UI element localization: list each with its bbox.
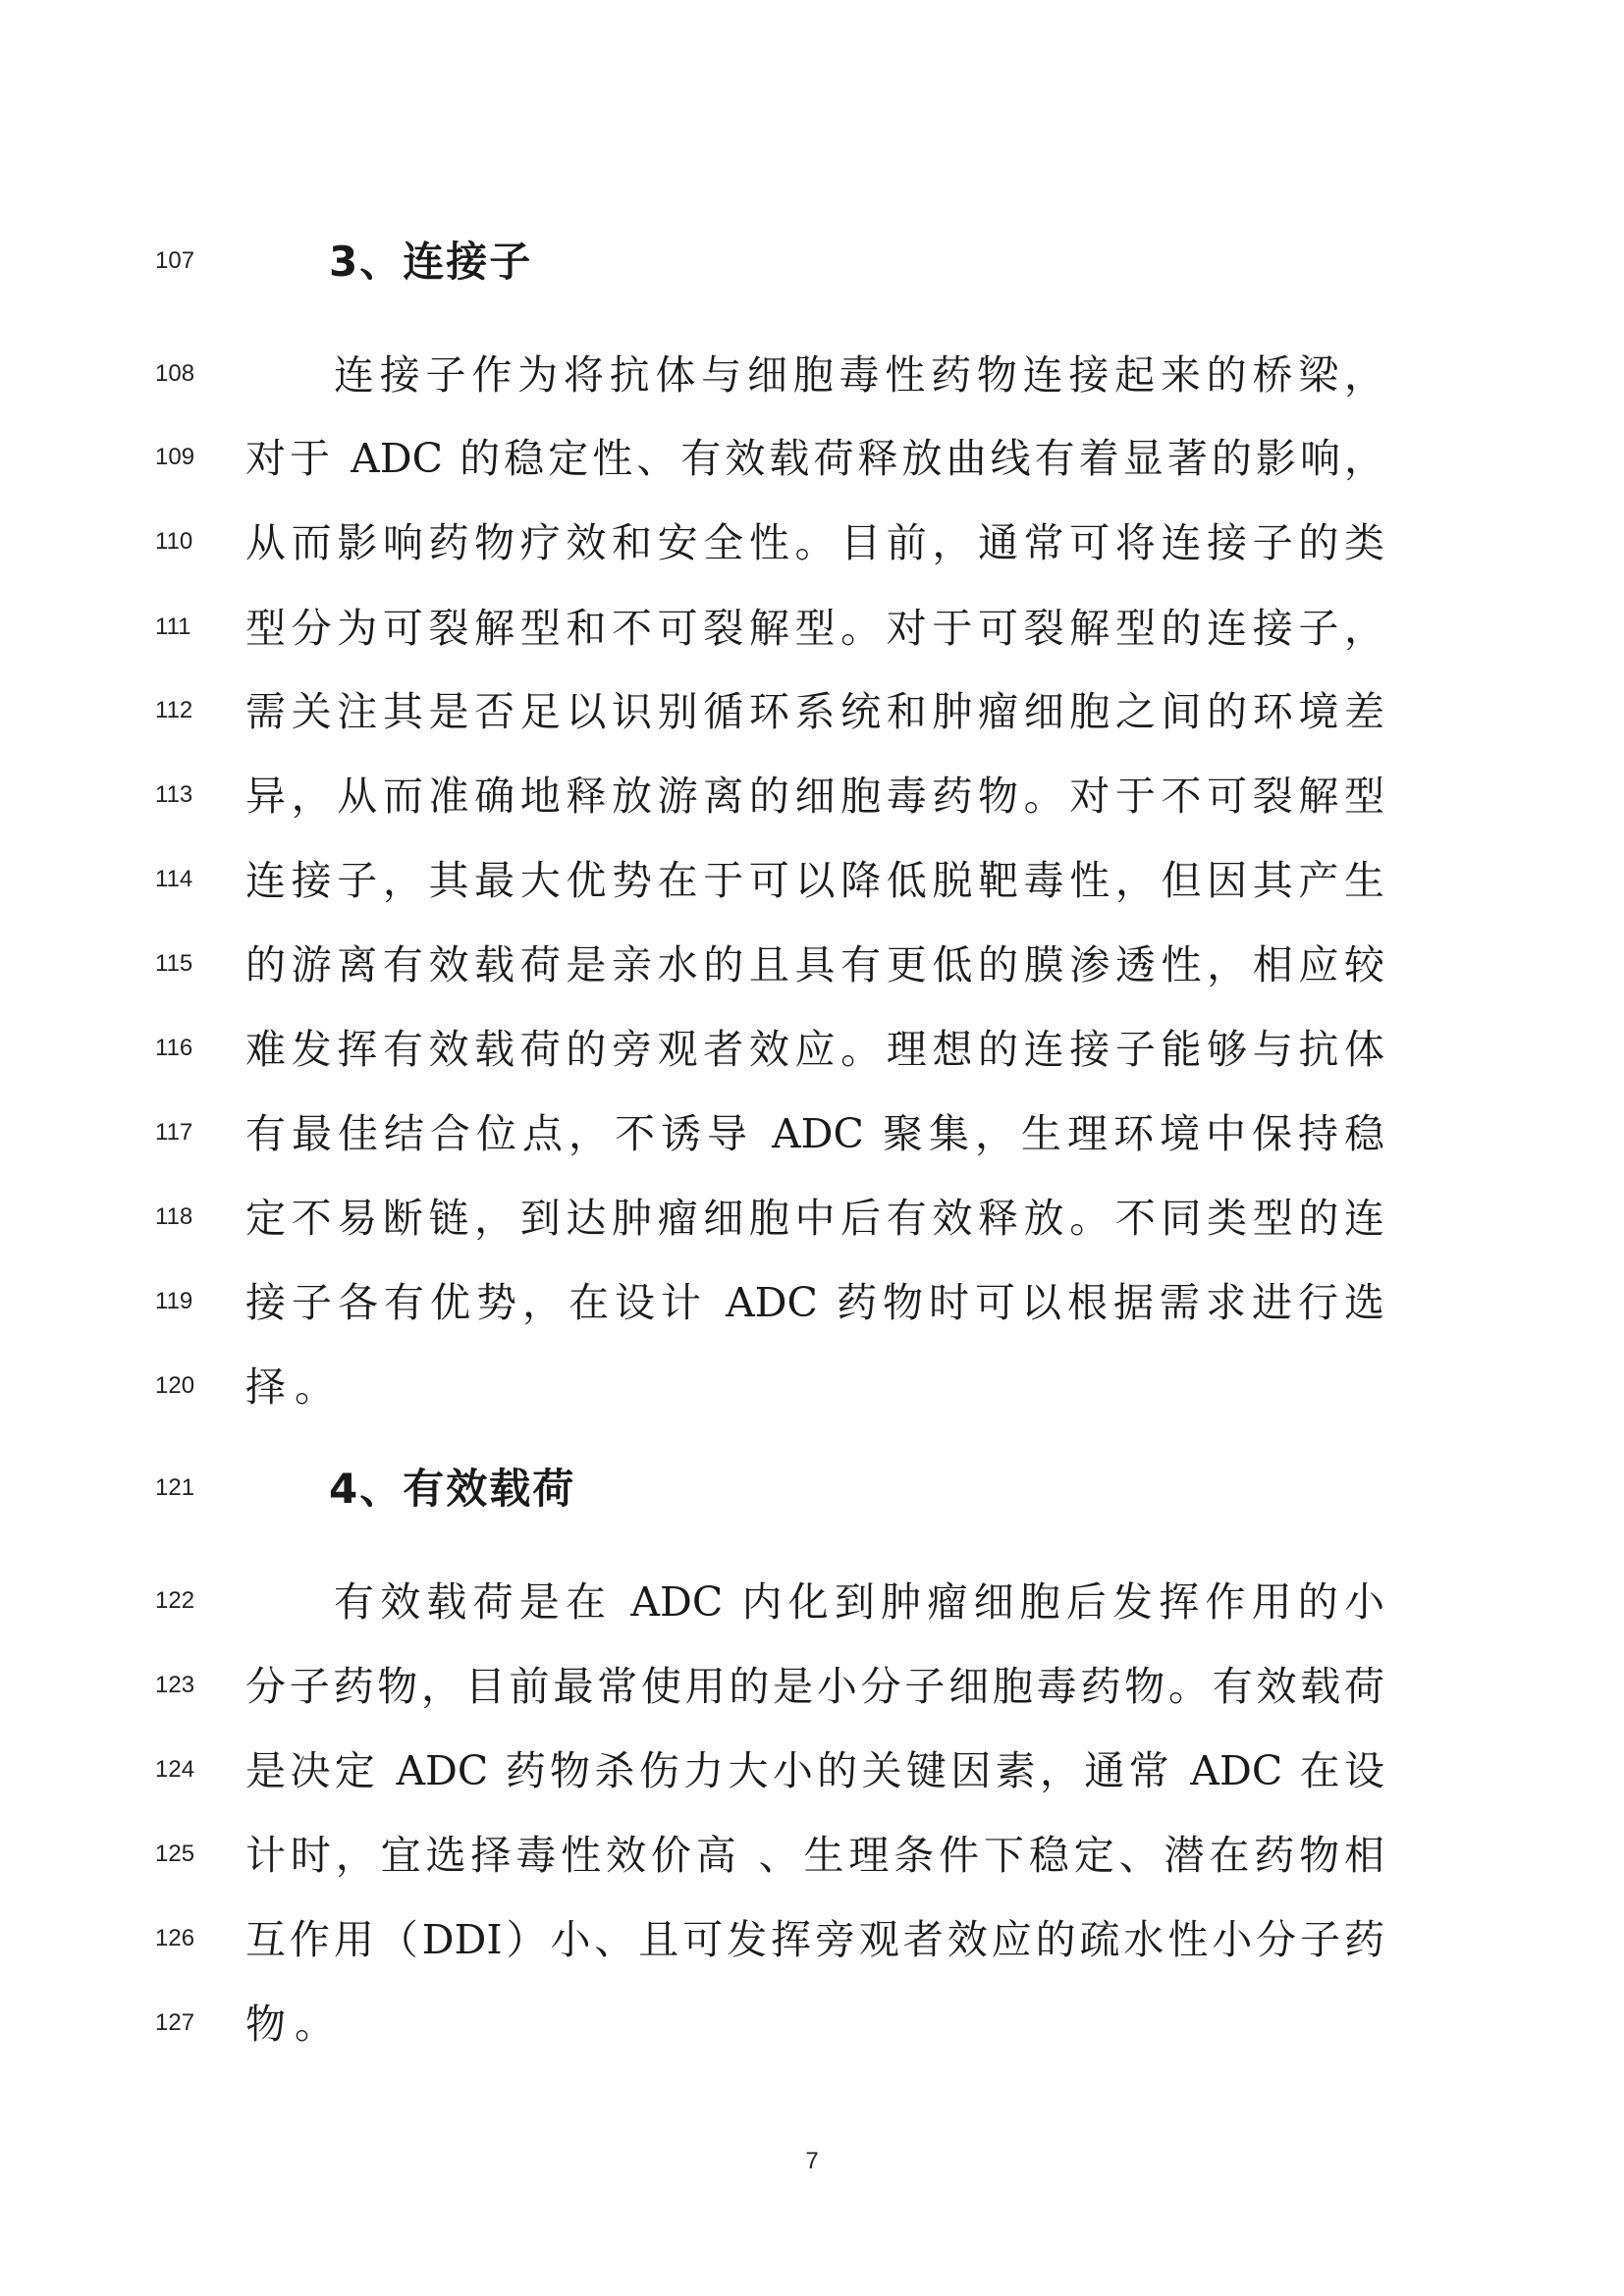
line-number: 108 <box>155 360 195 387</box>
paragraph-text: 定不易断链，到达肿瘤细胞中后有效释放。不同类型的连 <box>245 1195 1384 1242</box>
text-line <box>0 760 1624 819</box>
text-line <box>0 422 1624 481</box>
line-number: 113 <box>155 781 193 808</box>
line-number: 125 <box>155 1841 195 1867</box>
line-number: 110 <box>155 528 193 555</box>
text-line <box>0 1266 1624 1325</box>
text-line <box>0 507 1624 565</box>
line-number: 122 <box>155 1587 195 1614</box>
line-number: 117 <box>155 1119 193 1146</box>
text-line <box>0 592 1624 651</box>
paragraph-text: 的游离有效载荷是亲水的且具有更低的膜渗透性，相应较 <box>245 941 1384 988</box>
text-line <box>0 1819 1624 1878</box>
text-line <box>0 1097 1624 1156</box>
paragraph-text: 型分为可裂解型和不可裂解型。对于可裂解型的连接子， <box>245 605 1384 652</box>
text-line <box>0 1351 1624 1410</box>
paragraph-text: 对于 ADC 的稳定性、有效载荷释放曲线有着显著的影响， <box>245 435 1384 482</box>
text-line <box>0 844 1624 903</box>
heading-text: 4、有效载荷 <box>329 1465 576 1513</box>
heading-text: 3、连接子 <box>329 238 533 286</box>
paragraph-text: 连接子，其最大优势在于可以降低脱靶毒性，但因其产生 <box>245 857 1384 904</box>
line-number: 123 <box>155 1672 195 1698</box>
line-number: 127 <box>155 2009 195 2036</box>
line-number: 120 <box>155 1372 195 1399</box>
line-number: 115 <box>155 950 193 977</box>
text-line <box>0 1988 1624 2047</box>
paragraph-text: 分子药物，目前最常使用的是小分子细胞毒药物。有效载荷 <box>245 1663 1384 1710</box>
text-line <box>0 1013 1624 1072</box>
line-number: 111 <box>155 614 191 640</box>
paragraph-text: 有最佳结合位点，不诱导 ADC 聚集，生理环境中保持稳 <box>245 1110 1384 1157</box>
paragraph-text: 互作用（DDI）小、且可发挥旁观者效应的疏水性小分子药 <box>245 1916 1384 1963</box>
text-line <box>0 1182 1624 1241</box>
line-number: 112 <box>155 697 193 723</box>
paragraph-text: 难发挥有效载荷的旁观者效应。理想的连接子能够与抗体 <box>245 1026 1384 1073</box>
page-number: 7 <box>805 2148 819 2174</box>
line-number: 124 <box>155 1756 195 1783</box>
paragraph-text: 从而影响药物疗效和安全性。目前，通常可将连接子的类 <box>245 519 1384 566</box>
line-number: 121 <box>155 1474 195 1501</box>
paragraph-text: 计时，宜选择毒性效价高 、生理条件下稳定、潜在药物相 <box>245 1832 1384 1879</box>
section-heading <box>0 226 1624 285</box>
line-number: 107 <box>155 247 195 274</box>
paragraph-text: 需关注其是否足以识别循环系统和肿瘤细胞之间的环境差 <box>245 688 1384 735</box>
text-line <box>0 1903 1624 1962</box>
text-line <box>0 339 1624 398</box>
paragraph-text: 物。 <box>245 2001 344 2048</box>
line-number: 118 <box>155 1203 193 1230</box>
line-number: 126 <box>155 1925 195 1951</box>
paragraph-text: 接子各有优势，在设计 ADC 药物时可以根据需求进行选 <box>245 1279 1384 1326</box>
line-number: 119 <box>155 1288 193 1314</box>
paragraph-text: 异，从而准确地释放游离的细胞毒药物。对于不可裂解型 <box>245 773 1384 820</box>
text-line <box>0 1566 1624 1625</box>
text-line <box>0 1735 1624 1793</box>
paragraph-text: 是决定 ADC 药物杀伤力大小的关键因素，通常 ADC 在设 <box>245 1747 1384 1794</box>
text-line <box>0 929 1624 988</box>
text-line <box>0 1650 1624 1709</box>
paragraph-text: 有效载荷是在 ADC 内化到肿瘤细胞后发挥作用的小 <box>334 1578 1384 1626</box>
paragraph-text: 连接子作为将抗体与细胞毒性药物连接起来的桥梁， <box>334 351 1384 399</box>
line-number: 114 <box>155 866 193 892</box>
section-heading <box>0 1453 1624 1512</box>
paragraph-text: 择。 <box>245 1363 344 1411</box>
line-number: 116 <box>155 1035 193 1061</box>
line-number: 109 <box>155 444 195 470</box>
text-line <box>0 675 1624 734</box>
